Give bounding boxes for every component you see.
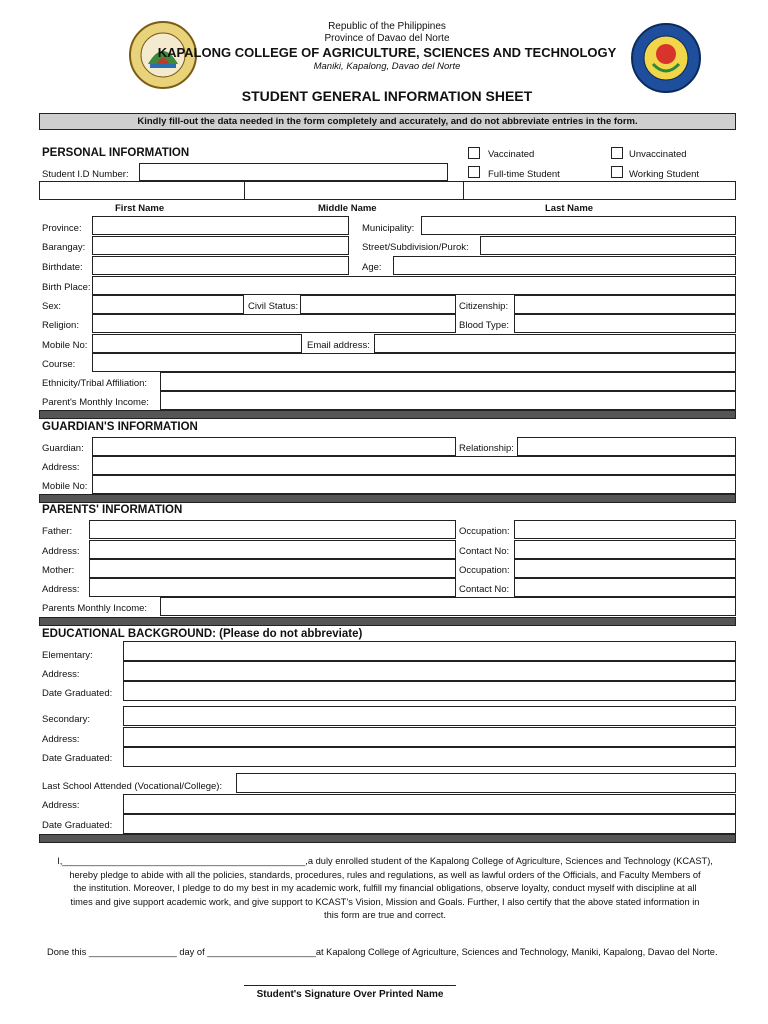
fulltime-label: Full-time Student — [488, 169, 560, 180]
father-address-label: Address: — [42, 546, 80, 557]
municipality-input[interactable] — [421, 216, 736, 235]
pledge-line-2: hereby pledge to abide with all the policies, standards, procedures, rules and regulations, as well as lawful orders of the Officials, and Faculty Members of — [69, 869, 701, 880]
sex-label: Sex: — [42, 301, 62, 312]
mother-address-label: Address: — [42, 584, 80, 595]
parents-income-label: Parents Monthly Income: — [42, 603, 148, 614]
unvaccinated-label: Unvaccinated — [629, 149, 687, 160]
student-id-input[interactable] — [139, 163, 448, 181]
guardian-mobile-label: Mobile No: — [42, 481, 88, 492]
ethnicity-input[interactable] — [160, 372, 736, 391]
birthplace-input[interactable] — [92, 276, 736, 295]
course-input[interactable] — [92, 353, 736, 372]
education-heading: EDUCATIONAL BACKGROUND: (Please do not abbreviate) — [42, 628, 363, 640]
last-school-address-input[interactable] — [123, 794, 736, 814]
citizenship-label: Citizenship: — [459, 301, 509, 312]
last-school-address-label: Address: — [42, 800, 80, 811]
mother-occupation-input[interactable] — [514, 559, 736, 578]
section-divider — [39, 834, 736, 843]
father-input[interactable] — [89, 520, 456, 539]
email-label: Email address: — [307, 340, 370, 351]
elementary-label: Elementary: — [42, 650, 93, 661]
secondary-input[interactable] — [123, 706, 736, 726]
parents-income-input[interactable] — [160, 597, 736, 616]
college-name: KAPALONG COLLEGE OF AGRICULTURE, SCIENCES AND TECHNOLOGY — [157, 45, 617, 60]
course-label: Course: — [42, 359, 76, 370]
civil-status-label: Civil Status: — [248, 301, 299, 312]
vaccinated-checkbox[interactable] — [468, 147, 480, 159]
last-school-date-input[interactable] — [123, 814, 736, 834]
instruction-text: Kindly fill-out the data needed in the form completely and accurately, and do not abbreviate entries in the form. — [137, 116, 638, 127]
parents-heading: PARENTS' INFORMATION — [42, 504, 183, 516]
barangay-label: Barangay: — [42, 242, 86, 253]
section-divider — [39, 494, 736, 503]
citizenship-input[interactable] — [514, 295, 736, 314]
last-school-date-label: Date Graduated: — [42, 820, 113, 831]
mother-contact-input[interactable] — [514, 578, 736, 597]
elementary-input[interactable] — [123, 641, 736, 661]
email-input[interactable] — [374, 334, 736, 353]
relationship-input[interactable] — [517, 437, 736, 456]
personal-heading: PERSONAL INFORMATION — [42, 147, 190, 159]
working-checkbox[interactable] — [611, 166, 623, 178]
guardian-mobile-input[interactable] — [92, 475, 736, 494]
income-input[interactable] — [160, 391, 736, 410]
pledge-paragraph — [40, 855, 730, 923]
mother-address-input[interactable] — [89, 578, 456, 597]
section-divider — [39, 617, 736, 626]
birthplace-label: Birth Place: — [42, 282, 91, 293]
right-seal-logo — [629, 22, 703, 94]
father-label: Father: — [42, 526, 73, 537]
father-occupation-label: Occupation: — [459, 526, 510, 537]
barangay-input[interactable] — [92, 236, 349, 255]
pledge-line-4: times and give support academic work, and give support to KCAST's Vision, Mission and Goals. Further, I also certify that the above stated information in — [70, 896, 700, 907]
guardian-label: Guardian: — [42, 443, 84, 454]
father-contact-label: Contact No: — [459, 546, 510, 557]
unvaccinated-checkbox[interactable] — [611, 147, 623, 159]
father-address-input[interactable] — [89, 540, 456, 559]
signature-line — [244, 985, 456, 986]
section-divider — [39, 410, 736, 419]
secondary-address-input[interactable] — [123, 727, 736, 747]
secondary-label: Secondary: — [42, 714, 91, 725]
birthdate-label: Birthdate: — [42, 262, 83, 273]
province-text: Province of Davao del Norte — [324, 33, 450, 44]
province-input[interactable] — [92, 216, 349, 235]
blood-type-input[interactable] — [514, 314, 736, 333]
last-name-heading: Last Name — [545, 203, 594, 214]
elementary-address-input[interactable] — [123, 661, 736, 681]
civil-status-input[interactable] — [300, 295, 456, 314]
guardian-heading: GUARDIAN'S INFORMATION — [42, 421, 198, 433]
province-label: Province: — [42, 223, 82, 234]
street-input[interactable] — [480, 236, 736, 255]
religion-label: Religion: — [42, 320, 79, 331]
middle-name-heading: Middle Name — [318, 203, 377, 214]
father-contact-input[interactable] — [514, 540, 736, 559]
pledge-line-1: I,_______________________________________________,a duly enrolled student of the Kapalong College of Agriculture, Sciences and Technology (KCAST), — [57, 856, 713, 866]
ethnicity-label: Ethnicity/Tribal Affiliation: — [42, 378, 148, 389]
guardian-address-label: Address: — [42, 462, 80, 473]
age-input[interactable] — [393, 256, 736, 275]
mother-occupation-label: Occupation: — [459, 565, 510, 576]
municipality-label: Municipality: — [362, 223, 415, 234]
last-school-label: Last School Attended (Vocational/College): — [42, 781, 223, 792]
secondary-date-input[interactable] — [123, 747, 736, 767]
republic-text: Republic of the Philippines — [328, 21, 446, 32]
elementary-date-input[interactable] — [123, 681, 736, 701]
fulltime-checkbox[interactable] — [468, 166, 480, 178]
signature-caption: Student's Signature Over Printed Name — [256, 989, 444, 1000]
middle-name-input[interactable] — [244, 181, 464, 200]
father-occupation-input[interactable] — [514, 520, 736, 539]
mother-input[interactable] — [89, 559, 456, 578]
pledge-line-5: this form are true and correct. — [324, 910, 446, 920]
age-label: Age: — [362, 262, 382, 273]
done-line: Done this _________________ day of _____________________at Kapalong College of Agriculture, Sciences and Technology, Maniki, Kapalong, Davao del Norte. — [47, 947, 718, 957]
income-label: Parent's Monthly Income: — [42, 397, 149, 408]
vaccinated-label: Vaccinated — [488, 149, 535, 160]
form-title: STUDENT GENERAL INFORMATION SHEET — [241, 88, 533, 104]
mobile-input[interactable] — [92, 334, 302, 353]
sex-input[interactable] — [92, 295, 244, 314]
elementary-date-label: Date Graduated: — [42, 688, 113, 699]
mother-contact-label: Contact No: — [459, 584, 510, 595]
college-address: Maniki, Kapalong, Davao del Norte — [313, 61, 461, 72]
mobile-label: Mobile No: — [42, 340, 88, 351]
blood-type-label: Blood Type: — [459, 320, 510, 331]
birthdate-input[interactable] — [92, 256, 349, 275]
guardian-input[interactable] — [92, 437, 456, 456]
first-name-heading: First Name — [115, 203, 165, 214]
guardian-address-input[interactable] — [92, 456, 736, 475]
student-id-label: Student I.D Number: — [42, 169, 129, 180]
first-name-input[interactable] — [39, 181, 245, 200]
pledge-line-3: the institution. Moreover, I pledge to do my best in my academic work, fulfill my financial obligations, observe loyalty, conduct myself with discipline at all — [73, 883, 697, 893]
religion-input[interactable] — [92, 314, 456, 333]
working-label: Working Student — [629, 169, 700, 180]
last-school-input[interactable] — [236, 773, 736, 793]
relationship-label: Relationship: — [459, 443, 514, 454]
street-label: Street/Subdivision/Purok: — [362, 242, 469, 253]
mother-label: Mother: — [42, 565, 75, 576]
last-name-input[interactable] — [463, 181, 736, 200]
secondary-date-label: Date Graduated: — [42, 753, 113, 764]
elementary-address-label: Address: — [42, 669, 80, 680]
secondary-address-label: Address: — [42, 734, 80, 745]
instruction-banner — [39, 113, 736, 130]
